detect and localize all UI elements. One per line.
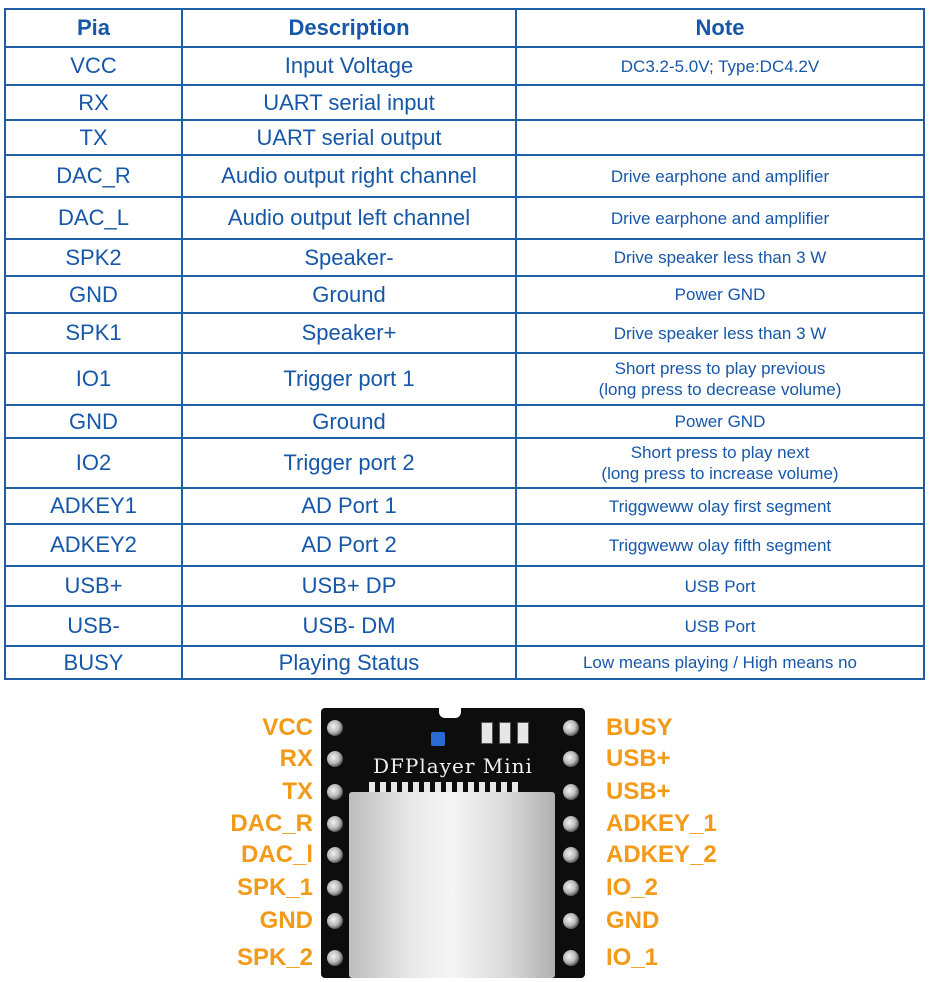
note-cell [516, 646, 924, 679]
board-component [499, 722, 511, 744]
pin-hole [563, 751, 579, 767]
table-row [5, 47, 924, 85]
note-line: DC3.2-5.0V; Type:DC4.2V [620, 56, 820, 76]
note-cell [516, 47, 924, 85]
pin-hole [327, 720, 343, 736]
note-cell [516, 606, 924, 646]
note-line: USB Port [684, 576, 756, 596]
pin-hole [327, 847, 343, 863]
note-cell [516, 488, 924, 524]
left-pin-label: SPK_2 [236, 944, 313, 971]
description-cell: Audio output left channel [182, 197, 516, 239]
pin-hole [563, 950, 579, 966]
pin-hole [563, 720, 579, 736]
pin-cell: RX [5, 85, 182, 120]
left-pin-label: VCC [262, 714, 313, 741]
note-cell [516, 405, 924, 438]
pin-cell: VCC [5, 47, 182, 85]
description-cell: UART serial input [182, 85, 516, 120]
note-line: Short press to play next [630, 443, 810, 462]
board-pads [369, 782, 519, 792]
description-cell: Trigger port 1 [182, 353, 516, 405]
pin-hole [563, 816, 579, 832]
note-line: USB Port [684, 616, 756, 636]
table-row [5, 239, 924, 276]
description-cell: Playing Status [182, 646, 516, 679]
description-cell: AD Port 1 [182, 488, 516, 524]
note-line: Short press to play previous [614, 359, 826, 378]
pin-cell: SPK2 [5, 239, 182, 276]
table-row [5, 353, 924, 405]
table-row [5, 197, 924, 239]
table-body [5, 47, 924, 679]
pin-hole [563, 784, 579, 800]
right-pin-label: IO_2 [606, 874, 659, 901]
pin-cell: GND [5, 405, 182, 438]
description-cell: USB+ DP [182, 566, 516, 606]
pin-cell: IO1 [5, 353, 182, 405]
pin-hole [327, 880, 343, 896]
note-cell [516, 120, 924, 155]
table-row [5, 405, 924, 438]
note-cell [516, 313, 924, 353]
table-header-row [5, 9, 924, 47]
board-notch [439, 706, 461, 718]
right-pin-label: USB+ [606, 778, 671, 805]
note-line: Drive earphone and amplifier [610, 208, 830, 228]
right-pin-label: IO_1 [606, 944, 659, 971]
left-pin-label: DAC_l [240, 841, 313, 868]
header-note: Note [516, 9, 924, 47]
description-cell: Audio output right channel [182, 155, 516, 197]
description-cell: Input Voltage [182, 47, 516, 85]
table-row [5, 488, 924, 524]
pin-hole [563, 913, 579, 929]
note-line: Drive speaker less than 3 W [613, 248, 827, 267]
description-cell: Speaker- [182, 239, 516, 276]
pin-cell: TX [5, 120, 182, 155]
description-cell: Trigger port 2 [182, 438, 516, 488]
note-line: (long press to decrease volume) [598, 380, 842, 399]
description-cell: Ground [182, 276, 516, 313]
table-row [5, 120, 924, 155]
note-cell [516, 438, 924, 488]
right-pin-label: USB+ [606, 745, 671, 772]
table-row [5, 155, 924, 197]
pin-cell: BUSY [5, 646, 182, 679]
pin-cell: SPK1 [5, 313, 182, 353]
table-row [5, 313, 924, 353]
note-cell [516, 566, 924, 606]
pin-hole [563, 880, 579, 896]
board-component [481, 722, 493, 744]
note-cell [516, 524, 924, 566]
description-cell: USB- DM [182, 606, 516, 646]
left-pin-label: GND [259, 907, 313, 934]
header-pin: Pia [5, 9, 182, 47]
note-line: Triggweww olay first segment [608, 496, 832, 516]
right-pin-label: GND [606, 907, 660, 934]
dfplayer-board-image [321, 708, 585, 978]
pin-hole [327, 913, 343, 929]
header-description: Description [182, 9, 516, 47]
left-pin-label: DAC_R [230, 810, 313, 837]
description-cell: Ground [182, 405, 516, 438]
board-diagram [0, 700, 930, 982]
pin-cell: USB+ [5, 566, 182, 606]
left-pin-label: TX [282, 778, 313, 805]
left-pin-label: RX [279, 745, 313, 772]
table-row [5, 524, 924, 566]
pin-cell: ADKEY1 [5, 488, 182, 524]
note-cell [516, 85, 924, 120]
board-led [431, 732, 445, 746]
left-pin-label: SPK_1 [236, 874, 313, 901]
table-row [5, 438, 924, 488]
note-line: Low means playing / High means no [582, 653, 858, 672]
note-line: Drive speaker less than 3 W [613, 323, 827, 343]
right-pin-label: ADKEY_2 [606, 841, 717, 868]
pin-hole [327, 751, 343, 767]
note-line: (long press to increase volume) [601, 464, 839, 483]
note-cell [516, 197, 924, 239]
note-cell [516, 353, 924, 405]
pin-table [4, 8, 925, 680]
pin-cell: IO2 [5, 438, 182, 488]
pin-cell: ADKEY2 [5, 524, 182, 566]
description-cell: UART serial output [182, 120, 516, 155]
pin-hole [327, 784, 343, 800]
table-row [5, 606, 924, 646]
note-line: Power GND [674, 285, 766, 304]
note-line: Drive earphone and amplifier [610, 166, 830, 186]
board-component [517, 722, 529, 744]
pin-hole [563, 847, 579, 863]
right-pin-label: BUSY [606, 714, 673, 741]
pin-cell: GND [5, 276, 182, 313]
pin-cell: DAC_R [5, 155, 182, 197]
sd-card-slot [349, 792, 555, 978]
note-cell [516, 155, 924, 197]
table-row [5, 276, 924, 313]
table-row [5, 85, 924, 120]
pin-hole [327, 816, 343, 832]
note-cell [516, 239, 924, 276]
pin-cell: DAC_L [5, 197, 182, 239]
board-title: DFPlayer Mini [373, 754, 533, 778]
note-cell [516, 276, 924, 313]
description-cell: AD Port 2 [182, 524, 516, 566]
note-line: Triggweww olay fifth segment [608, 535, 832, 555]
description-cell: Speaker+ [182, 313, 516, 353]
pin-hole [327, 950, 343, 966]
table-row [5, 646, 924, 679]
right-pin-label: ADKEY_1 [606, 810, 717, 837]
note-line: Power GND [674, 412, 766, 431]
table-row [5, 566, 924, 606]
pin-cell: USB- [5, 606, 182, 646]
